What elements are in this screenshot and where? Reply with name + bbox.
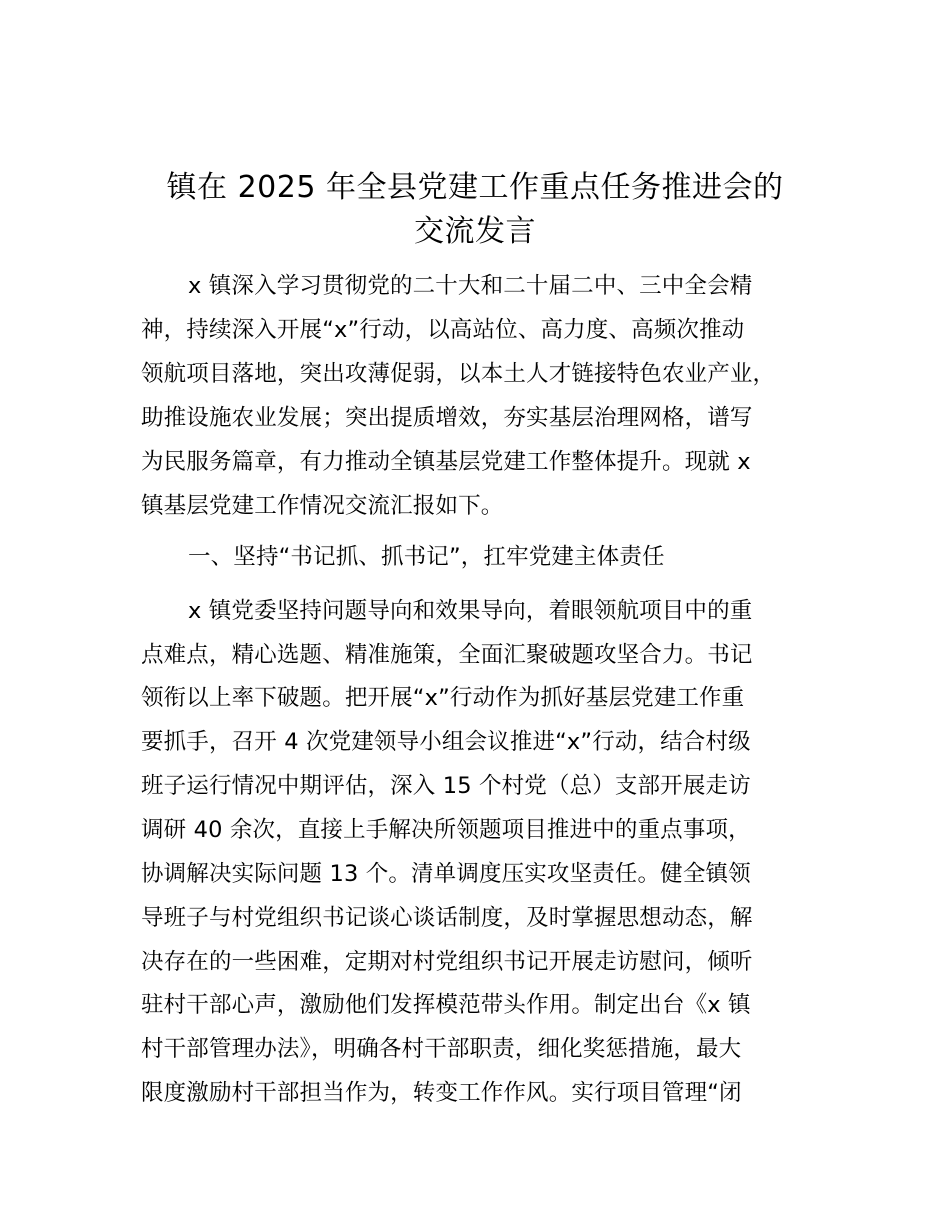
paragraph-1-line: 神，持续深入开展“x”行动，以高站位、高力度、高频次推动: [141, 317, 745, 343]
paragraph-2-line: 要抓手，召开 4 次党建领导小组会议推进“x”行动，结合村级: [141, 729, 751, 755]
paragraph-2-line: 导班子与村党组织书记谈心谈话制度，及时掌握思想动态，解: [141, 905, 753, 931]
paragraph-1-line: x 镇深入学习贯彻党的二十大和二十届二中、三中全会精: [188, 273, 753, 299]
paragraph-2-line: 调研 40 余次，直接上手解决所领题项目推进中的重点事项，: [141, 817, 751, 843]
document-title-line-2: 交流发言: [414, 214, 536, 249]
paragraph-2-line: 驻村干部心声，激励他们发挥模范带头作用。制定出台《x 镇: [141, 992, 751, 1018]
paragraph-1-line: 为民服务篇章，有力推动全镇基层党建工作整体提升。现就 x: [141, 449, 751, 475]
paragraph-2-line: 班子运行情况中期评估，深入 15 个村党（总）支部开展走访: [141, 773, 751, 799]
paragraph-2-line: 决存在的一些困难，定期对村党组织书记开展走访慰问，倾听: [141, 949, 753, 975]
paragraph-1-line: 领航项目落地，突出攻薄促弱，以本土人才链接特色农业产业，: [141, 361, 776, 387]
paragraph-1-line: 助推设施农业发展；突出提质增效，夯实基层治理网格，谱写: [141, 405, 753, 431]
document-title-line-1: 镇在 2025 年全县党建工作重点任务推进会的: [166, 170, 784, 205]
paragraph-2-line: 协调解决实际问题 13 个。清单调度压实攻坚责任。健全镇领: [141, 861, 751, 887]
paragraph-2-line: 领衔以上率下破题。把开展“x”行动作为抓好基层党建工作重: [141, 685, 745, 711]
paragraph-2-line: 点难点，精心选题、精准施策，全面汇聚破题攻坚合力。书记: [141, 642, 753, 668]
section-heading-1: 一、坚持“书记抓、抓书记”，扛牢党建主体责任: [188, 544, 665, 570]
paragraph-2-line: 限度激励村干部担当作为，转变工作作风。实行项目管理“闭: [141, 1080, 742, 1106]
paragraph-2-line: 村干部管理办法》，明确各村干部职责，细化奖惩措施，最大: [141, 1036, 742, 1062]
paragraph-1-line: 镇基层党建工作情况交流汇报如下。: [141, 493, 504, 519]
paragraph-2-line: x 镇党委坚持问题导向和效果导向，着眼领航项目中的重: [188, 598, 753, 624]
